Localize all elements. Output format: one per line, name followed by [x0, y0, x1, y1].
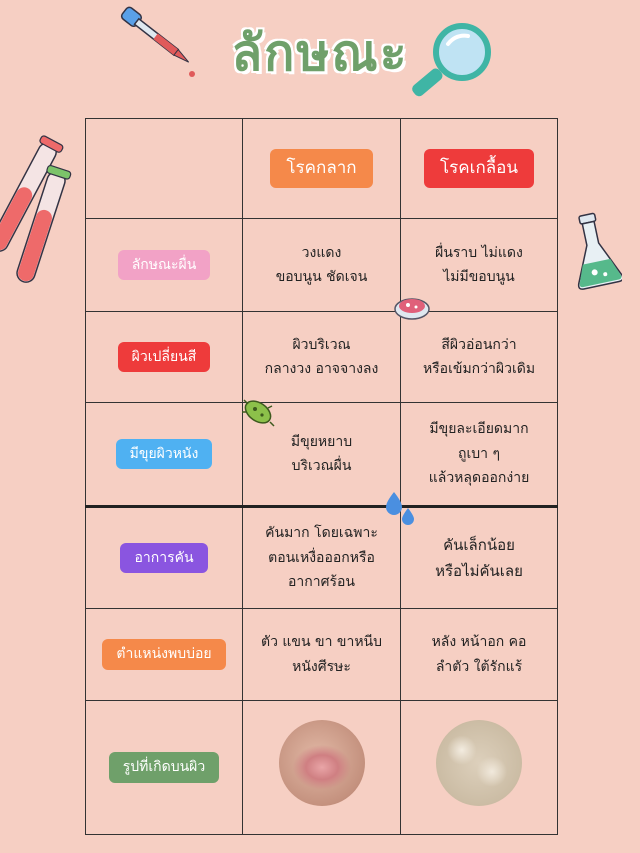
- table-cell: มีขุยหยาบ บริเวณผื่น: [243, 403, 401, 507]
- row-label-cell: [86, 403, 243, 507]
- water-drops-icon: [382, 490, 418, 530]
- table-cell: [401, 701, 558, 835]
- row-label-cell: [86, 312, 243, 403]
- row-label-cell: [86, 219, 243, 312]
- header-row: [86, 119, 558, 219]
- page-title: ลักษณะ: [231, 24, 409, 82]
- table-cell: คันมาก โดยเฉพาะ ตอนเหงื่อออกหรือ อากาศร้อน: [243, 507, 401, 609]
- table-cell: สีผิวอ่อนกว่า หรือเข้มกว่าผิวเดิม: [401, 312, 558, 403]
- flask-icon: [566, 210, 622, 290]
- row-label-cell: [86, 507, 243, 609]
- table-cell: ตัว แขน ขา ขาหนีบ หนังศีรษะ: [243, 609, 401, 701]
- table-cell: ผิวบริเวณ กลางวง อาจจางลง: [243, 312, 401, 403]
- table-row: [86, 312, 558, 403]
- petri-dish-icon: [392, 293, 432, 323]
- header-cell-ringworm: [243, 119, 401, 219]
- table-cell: วงแดง ขอบนูน ชัดเจน: [243, 219, 401, 312]
- table-cell: คันเล็กน้อย หรือไม่คันเลย: [401, 507, 558, 609]
- row-label-itching: อาการคัน: [120, 543, 207, 574]
- ringworm-skin-photo: [279, 720, 365, 806]
- bacteria-icon: [238, 392, 278, 432]
- row-label-cell: [86, 701, 243, 835]
- table-row: [86, 701, 558, 835]
- table-cell: หลัง หน้าอก คอ ลำตัว ใต้รักแร้: [401, 609, 558, 701]
- comparison-table: [85, 118, 558, 835]
- row-label-cell: [86, 609, 243, 701]
- empty-corner-cell: [86, 119, 243, 219]
- header-cell-tinea-versicolor: [401, 119, 558, 219]
- row-label-scales: มีขุยผิวหนัง: [116, 439, 213, 470]
- header-pill-tinea-versicolor: โรคเกลื้อน: [424, 149, 534, 187]
- table-row: [86, 507, 558, 609]
- row-label-skin-color: ผิวเปลี่ยนสี: [118, 342, 211, 373]
- magnifier-icon: [400, 18, 500, 110]
- row-label-location: ตำแหน่งพบบ่อย: [102, 639, 225, 670]
- table-cell: [243, 701, 401, 835]
- table-row: [86, 219, 558, 312]
- tinea-versicolor-skin-photo: [436, 720, 522, 806]
- table-row: [86, 609, 558, 701]
- test-tubes-icon: [0, 132, 75, 297]
- table-row: [86, 403, 558, 507]
- table-cell: มีขุยละเอียดมาก ถูเบา ๆ แล้วหลุดออกง่าย: [401, 403, 558, 507]
- header-pill-ringworm: โรคกลาก: [270, 149, 372, 187]
- row-label-rash: ลักษณะผื่น: [118, 250, 211, 281]
- row-label-skin-image: รูปที่เกิดบนผิว: [109, 752, 220, 783]
- table-cell: ผื่นราบ ไม่แดง ไม่มีขอบนูน: [401, 219, 558, 312]
